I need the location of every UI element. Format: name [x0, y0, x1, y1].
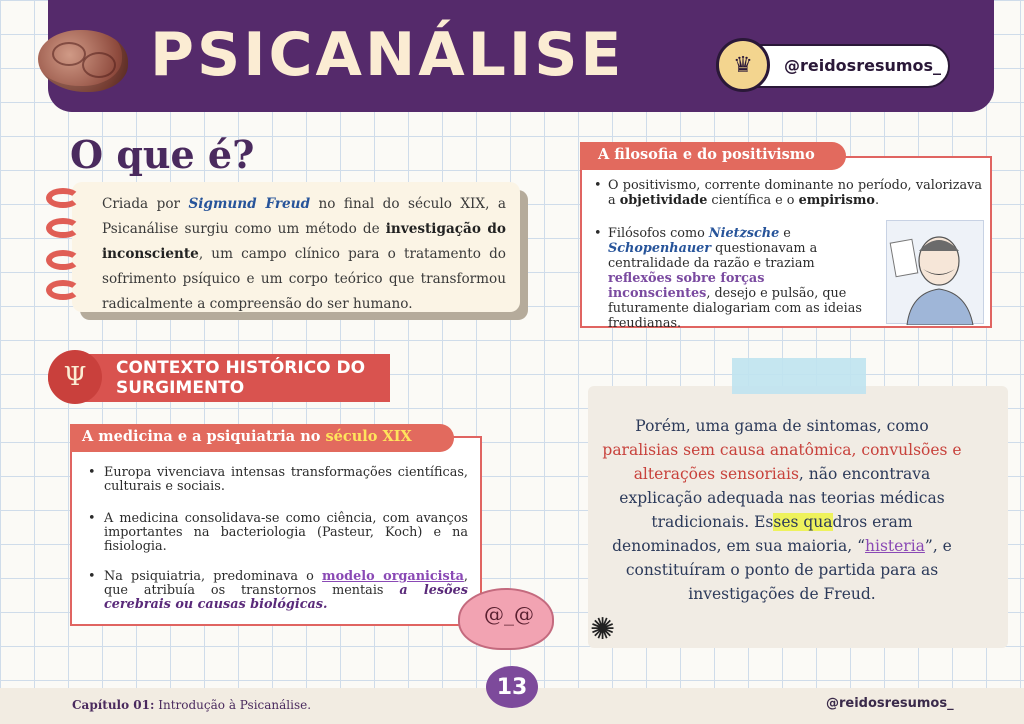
chapter-number: Capítulo 01: — [72, 698, 155, 712]
text-run: , que atribuía os transtornos mentais — [104, 569, 468, 598]
objectivity-term: objetividade — [619, 193, 708, 208]
schopenhauer-name: Schopenhauer — [608, 241, 712, 256]
century-highlight: século XIX — [325, 428, 412, 445]
list-item — [594, 178, 982, 208]
page-number: 13 — [486, 666, 538, 708]
text-run: Na psiquiatria, predominava o — [104, 569, 323, 584]
philosophy-bullet-2 — [594, 226, 866, 331]
list-item — [594, 226, 866, 331]
medicine-bullet-3 — [88, 570, 468, 612]
freud-name: Sigmund Freud — [188, 196, 311, 212]
symptoms-term: paralisias sem causa anatômica, convulsões e alterações sensoriais — [602, 441, 962, 483]
reflections-term: reflexões sobre forças inconscientes — [608, 271, 765, 301]
text-run: , desejo e pulsão, que futuramente dialogariam com as ideias freudianas. — [608, 286, 862, 331]
brain-lesions-term: a lesões cerebrais ou causas biológicas. — [104, 583, 469, 612]
text-run: Criada por — [102, 196, 189, 212]
text-run: O positivismo, corrente dominante no período, valorizava a — [608, 178, 982, 208]
dizzy-face-icon: @_@ — [484, 602, 534, 626]
scribble-head-icon: ✺ — [590, 612, 616, 647]
medicine-tab — [70, 424, 454, 452]
context-heading — [116, 358, 386, 398]
tab-text: A medicina e a psiquiatria no — [82, 428, 326, 445]
text-run: Filósofos como — [608, 226, 709, 241]
text-run: ”, e constituíram o ponto de partida para as investigações de Freud. — [625, 537, 952, 603]
chapter-label — [72, 698, 311, 712]
hysteria-term: histeria — [865, 537, 925, 555]
investigation-term: investigação do inconsciente — [102, 221, 507, 262]
definition-text — [102, 192, 506, 317]
psi-book-icon: Ψ — [48, 350, 102, 404]
text-run: questionavam a centralidade da razão e traziam — [608, 241, 818, 271]
hysteria-paragraph — [596, 414, 968, 606]
binder-ring-icon — [46, 188, 80, 208]
text-run: Porém, uma gama de sintomas, como — [635, 417, 929, 435]
handle-label: @reidosresumos_ — [784, 56, 942, 75]
heading-line: SURGIMENTO — [116, 378, 245, 398]
crown-logo-icon: ♛ — [716, 38, 770, 92]
footer-handle: @reidosresumos_ — [826, 696, 954, 711]
text-run: e — [779, 226, 791, 241]
portrait-sketch-icon — [887, 221, 985, 325]
binder-ring-icon — [46, 280, 80, 300]
text-run: dros eram denominados, em sua maioria, “ — [612, 513, 913, 555]
text-run: , não encontrava explicação adequada nas teorias médicas tradicionais. Es — [619, 465, 945, 531]
medicine-bullet-2: • A medicina consolidava-se como ciência, com avanços importantes na bacteriologia (Pasteur, Koch) e na fisiologia. — [88, 512, 468, 554]
text-run: no final do século XIX, a Psicanálise surgiu como um método de — [102, 196, 506, 237]
text-run: científica e o — [707, 193, 799, 208]
binder-ring-icon — [46, 218, 80, 238]
section-heading-what: O que é? — [70, 132, 255, 177]
nietzsche-illustration — [886, 220, 984, 324]
philosophy-bullet-1 — [594, 178, 982, 208]
nietzsche-name: Nietzsche — [708, 226, 780, 241]
philosophy-tab: A filosofia e do positivismo — [580, 142, 846, 170]
binder-ring-icon — [46, 250, 80, 270]
empiricism-term: empirismo — [798, 193, 875, 208]
page-title: PSICANÁLISE — [150, 20, 625, 90]
medicine-bullet-1: • Europa vivenciava intensas transformações científicas, culturais e sociais. — [88, 466, 468, 494]
highlighted-text: ses qua — [773, 513, 833, 531]
organicist-model-term: modelo organicista — [322, 569, 464, 584]
chapter-title: Introdução à Psicanálise. — [154, 698, 312, 712]
tape-strip — [732, 358, 866, 394]
heading-line: CONTEXTO HISTÓRICO DO — [116, 358, 366, 378]
text-run: , um campo clínico para o tratamento do sofrimento psíquico e um corpo teórico que transformou radicalmente a compreensão do ser humano. — [102, 246, 506, 312]
text-run: . — [874, 193, 880, 208]
